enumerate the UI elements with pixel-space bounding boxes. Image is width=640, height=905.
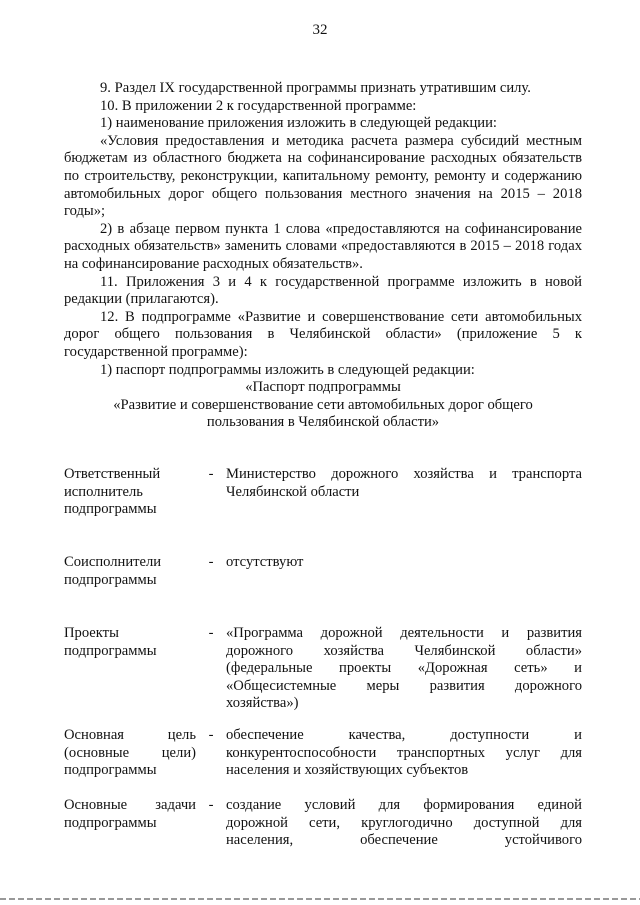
document-body <box>64 80 582 432</box>
passport-title: «Паспорт подпрограммы <box>245 379 401 396</box>
row-value: отсутствуют <box>226 554 304 570</box>
paragraph-10-1: 1) наименование приложения изложить в следующей редакции: <box>100 115 497 132</box>
row-value: создание условий для формирования единой дорожной сети, круглогодично доступной для населения, обеспечение устойчивого <box>226 797 582 849</box>
row-dash: - <box>208 466 214 482</box>
row-dash: - <box>208 797 214 813</box>
row-label: Основная цель (основные цели) подпрограммы <box>64 727 196 779</box>
row-value: Министерство дорожного хозяйства и транспорта Челябинской области <box>226 466 582 500</box>
row-label: Ответственный исполнитель подпрограммы <box>64 466 161 518</box>
row-label: Проекты подпрограммы <box>64 625 157 659</box>
row-dash: - <box>208 727 214 743</box>
row-value: обеспечение качества, доступности и конкурентоспособности транспортных услуг для населения и хозяйствующих субъектов <box>226 727 582 779</box>
passport-row-responsible <box>64 466 582 554</box>
passport-subtitle-line-1: «Развитие и совершенствование сети автомобильных дорог общего <box>113 396 533 413</box>
paragraph-12-1: 1) паспорт подпрограммы изложить в следующей редакции: <box>100 361 475 378</box>
paragraph-10: 10. В приложении 2 к государственной программе: <box>100 97 417 114</box>
row-dash: - <box>208 625 214 641</box>
paragraph-11: 11. Приложения 3 и 4 к государственной программе изложить в новой редакции (прилагаются). <box>64 273 582 308</box>
passport-subtitle-line-2: пользования в Челябинской области» <box>206 414 440 431</box>
scan-bottom-edge <box>0 898 640 900</box>
paragraph-12: 12. В подпрограмме «Развитие и совершенствование сети автомобильных дорог общего пользования в Челябинской области» (приложение 5 к государственной программе): <box>64 308 582 360</box>
page-number: 32 <box>312 22 328 38</box>
passport-table <box>64 466 582 850</box>
row-value: «Программа дорожной деятельности и развития дорожного хозяйства Челябинской области» (федеральные проекты «Дорожная сеть» и «Общесистемные меры развития дорожного хозяйства») <box>226 625 582 712</box>
passport-row-goal <box>64 727 582 797</box>
passport-row-coexecutors <box>64 554 582 625</box>
row-dash: - <box>208 554 214 570</box>
passport-row-projects <box>64 625 582 727</box>
paragraph-10-2: 2) в абзаце первом пункта 1 слова «предоставляются на софинансирование расходных обязательств» заменить словами «предоставляются в 2015 – 2018 годах на софинансирование расходных обязательств». <box>64 220 582 272</box>
row-label: Основные задачи подпрограммы <box>64 797 196 831</box>
row-label: Соисполнители подпрограммы <box>64 554 162 588</box>
paragraph-9: 9. Раздел IX государственной программы признать утратившим силу. <box>100 80 531 96</box>
passport-row-tasks <box>64 797 582 850</box>
paragraph-quote-title: «Условия предоставления и методика расчета размера субсидий местным бюджетам из областного бюджета на софинансирование расходных обязательств по строительству, реконструкции, капитальному ремонту, ремонту и содержанию автомобильных дорог общего пользования местного значения на 2015 – 2018 годы»; <box>64 132 582 220</box>
